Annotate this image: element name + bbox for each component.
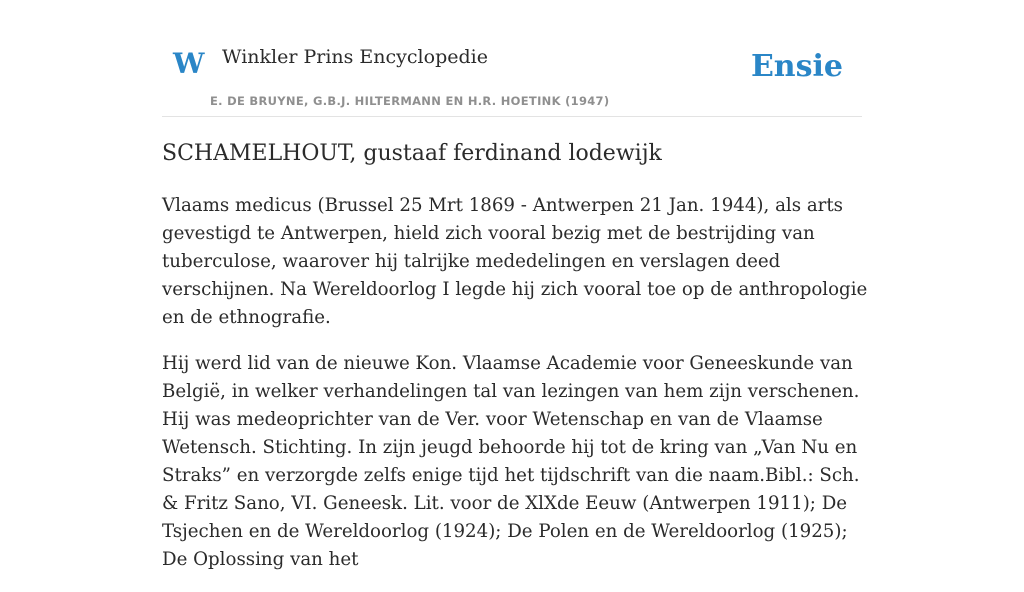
page-container xyxy=(162,0,868,570)
article-paragraph-2: Hij werd lid van de nieuwe Kon. Vlaamse Academie voor Geneeskunde van België, in welker verhandelingen tal van lezingen van hem zijn verschenen. Hij was medeoprichter van de Ver. voor Wetenschap en van de Vlaamse Wetensch. Stichting. In zijn jeugd behoorde hij tot de kring van „Van Nu en Straks” en verzorgde zelfs enige tijd het tijdschrift van die naam.Bibl.: Sch. & Fritz Sano, VI. Geneesk. Lit. voor de XlXde Eeuw (Antwerpen 1911); De Tsjechen en de Wereldoorlog (1924); De Polen en de Wereldoorlog (1925); De Oplossing van het xyxy=(162,353,860,570)
winkler-prins-logo[interactable]: W xyxy=(173,47,205,80)
book-title[interactable]: Winkler Prins Encyclopedie xyxy=(222,46,488,68)
article-title: SCHAMELHOUT, gustaaf ferdinand lodewijk xyxy=(162,141,662,166)
article-body xyxy=(162,192,872,592)
article-paragraph-1: Vlaams medicus (Brussel 25 Mrt 1869 - Antwerpen 21 Jan. 1944), als arts gevestigd te Antwerpen, hield zich vooral bezig met de bestrijding van tuberculose, waarover hij talrijke mededelingen en verslagen deed verschijnen. Na Wereldoorlog I legde hij zich vooral toe op de anthropologie en de ethnografie. xyxy=(162,195,868,328)
ensie-brand-logo[interactable]: Ensie xyxy=(750,49,843,84)
header xyxy=(162,0,862,117)
authors-line: E. DE BRUYNE, G.B.J. HILTERMANN EN H.R. HOETINK (1947) xyxy=(210,94,610,108)
